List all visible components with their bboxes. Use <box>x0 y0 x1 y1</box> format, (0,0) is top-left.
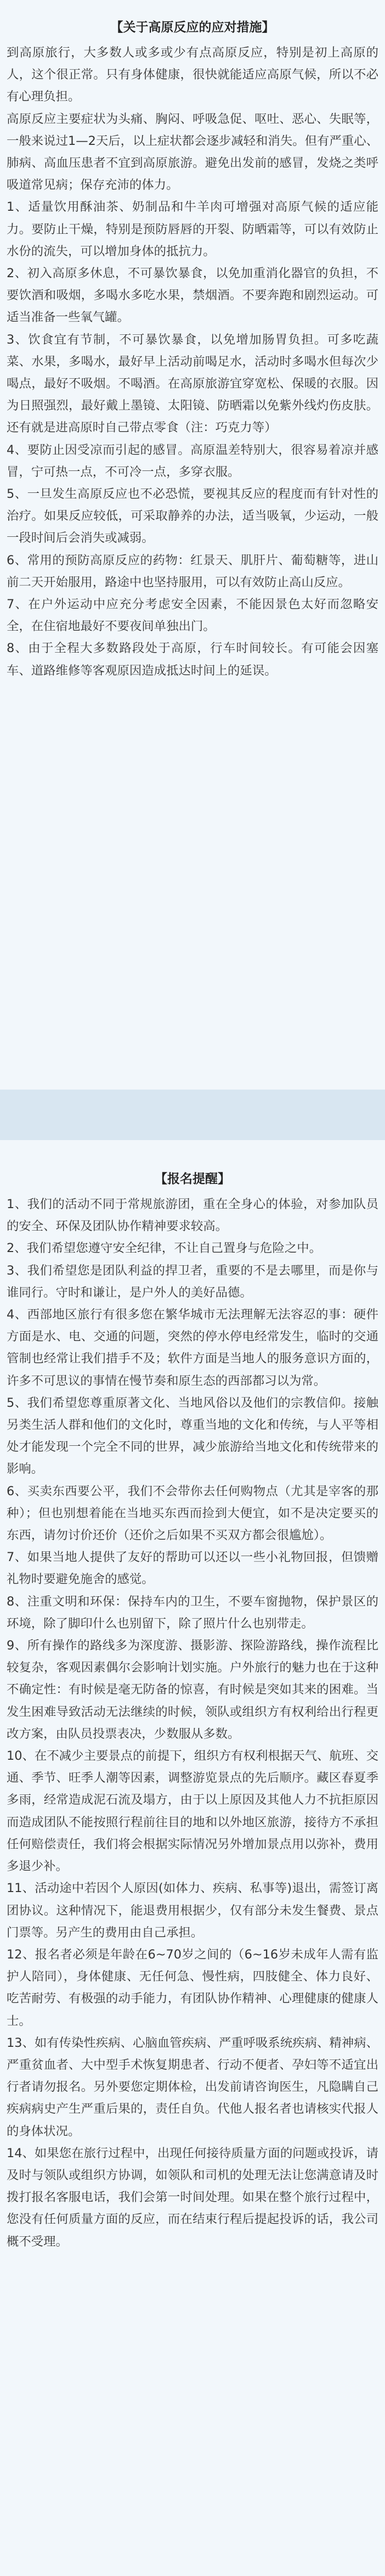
paragraph: 高原反应主要症状为头痛、胸闷、呼吸急促、呕吐、恶心、失眠等，一般来说过1—2天后，以上症状都会逐步减轻和消失。但有严重心、肺病、高血压患者不宜到高原旅游。避免出发前的感冒，发烧之类呼吸道常见病；保存充沛的体力。 <box>7 111 378 193</box>
registration-reminder-section <box>0 1152 385 2557</box>
paragraph: 11、活动途中若因个人原因(如体力、疾病、私事等)退出，需签订离团协议。这种情况下，能退费用根据少，仅有部分未发生餐费、景点门票等。另产生的费用由自己承担。 <box>7 1881 378 1940</box>
paragraph: 2、初入高原多休息，不可暴饮暴食，以免加重消化器官的负担，不要饮酒和吸烟，多喝水多吃水果，禁烟酒。不要奔跑和剧烈运动。可适当准备一些氧气罐。 <box>7 266 378 325</box>
paragraph: 1、适量饮用酥油茶、奶制品和牛羊肉可增强对高原气候的适应能力。要防止干燥，特别是预防唇唇的开裂、防晒霜等，可以有效防止水份的流失，可以增加身体的抵抗力。 <box>7 200 378 259</box>
section-heading-altitude: 【关于高原反应的应对措施】 <box>110 20 275 35</box>
paragraph: 7、如果当地人提供了友好的帮助可以还以一些小礼物回报，但馈赠礼物时要避免施舍的感觉。 <box>7 1550 378 1587</box>
paragraph: 3、我们希望您是团队利益的捍卫者，重要的不是去哪里，而是你与谁同行。守时和谦让，是户外人的美好品德。 <box>7 1263 378 1300</box>
paragraph: 6、常用的预防高原反应的药物：红景天、肌肝片、葡萄糖等，进山前二天开始服用，路途中也坚持服用，可以有效防止高山反应。 <box>7 553 378 590</box>
paragraph: 9、所有操作的路线多为深度游、摄影游、探险游路线，操作流程比较复杂，客观因素偶尔会影响计划实施。户外旅行的魅力也在于这种不确定性：有时候是毫无防备的惊喜，有时候是突如其来的困难。当发生困难导致活动无法继续的时候，领队或组织方有权利给出行程更改方案，由队员投票表决，少数服从多数。 <box>7 1638 378 1741</box>
paragraph: 7、在户外运动中应充分考虑安全因素，不能因景色太好而忽略安全，在住宿地最好不要夜间单独出门。 <box>7 597 378 634</box>
altitude-sickness-section <box>0 0 385 1081</box>
section-divider <box>0 1090 385 1140</box>
paragraph: 13、如有传染性疾病、心脑血管疾病、严重呼吸系统疾病、精神病、严重贫血者、大中型手术恢复期患者、行动不便者、孕妇等不适宜出行者请勿报名。另外要您定期体检，出发前请咨询医生，凡隐瞒自己疾病病史产生严重后果的，责任自负。代他人报名者也请核实代报人的身体状况。 <box>7 2035 378 2139</box>
paragraph: 3、饮食宜有节制，不可暴饮暴食，以免增加肠胃负担。可多吃蔬菜、水果，多喝水，最好早上活动前喝足水，活动时多喝水但每次少喝点，最好不吸烟。不喝酒。在高原旅游宜穿宽松、保暖的衣服。因为日照强烈，最好戴上墨镜、太阳镜、防晒霜以免紫外线灼伤皮肤。还有就是进高原时自己带点零食（注：巧克力等） <box>7 332 378 435</box>
paragraph: 12、报名者必须是年龄在6~70岁之间的（6~16岁未成年人需有监护人陪同），身体健康、无任何急、慢性病，四肢健全、体力良好、吃苦耐劳、有极强的动手能力，有团队协作精神、心理健康的健康人士。 <box>7 1947 378 2028</box>
paragraph: 6、买卖东西要公平，我们不会带你去任何购物点（尤其是宰客的那种）；但也别想着能在当地买东西而捡到大便宜，如不是决定要买的东西，请勿讨价还价（还价之后如果不买双方都会很尴尬）。 <box>7 1484 378 1543</box>
paragraph: 8、由于全程大多数路段处于高原，行车时间较长。有可能会因塞车、道路维修等客观原因造成抵达时间上的延误。 <box>7 641 378 678</box>
paragraph: 10、在不减少主要景点的前提下，组织方有权利根据天气、航班、交通、季节、旺季人潮等因素，调整游览景点的先后顺序。藏区春夏季多雨，经常造成泥石流及塌方，由于以上原因及其他人力不抗拒原因而造成团队不能按照行程前往目的地和以外地区旅游，接待方不承担任何赔偿责任，我们将会根据实际情况另外增加景点用以弥补，费用多退少补。 <box>7 1749 378 1874</box>
paragraph: 4、西部地区旅行有很多您在繁华城市无法理解无法容忍的事：硬件方面是水、电、交通的问题，突然的停水停电经常发生，临时的交通管制也经常让我们措手不及；软件方面是当地人的服务意识方面的，许多不可思议的事情在慢节奏和原生态的西部都习以为常。 <box>7 1307 378 1388</box>
paragraph: 到高原旅行，大多数人或多或少有点高原反应，特别是初上高原的人，这个很正常。只有身体健康，很快就能适应高原气候，所以不必有心理负担。 <box>7 46 378 104</box>
paragraph: 2、我们希望您遵守安全纪律，不让自己置身与危险之中。 <box>7 1241 322 1256</box>
section-heading-registration: 【报名提醒】 <box>155 1172 230 1186</box>
paragraph: 1、我们的活动不同于常规旅游团，重在全身心的体验，对参加队员的安全、环保及团队协作精神要求较高。 <box>7 1197 378 1234</box>
paragraph: 4、要防止因受凉而引起的感冒。高原温差特别大，很容易着凉并感冒，宁可热一点，不可冷一点，多穿衣服。 <box>7 442 378 479</box>
paragraph: 5、一旦发生高原反应也不必恐慌，要视其反应的程度而有针对性的治疗。如果反应较低，可采取静养的办法，适当吸氧，少运动，一般一段时间后会消失或减弱。 <box>7 487 378 546</box>
paragraph: 14、如果您在旅行过程中，出现任何接待质量方面的问题或投诉，请及时与领队或组织方协调，如领队和司机的处理无法让您满意请及时拨打报名客服电话，我们会第一时间处理。如果在整个旅行过程中，您没有任何质量方面的反应，而在结束行程后提起投诉的话，我公司概不受理。 <box>7 2146 378 2249</box>
paragraph: 5、我们希望您尊重原著文化、当地风俗以及他们的宗教信仰。接触另类生活人群和他们的文化时，尊重当地的文化和传统，与人平等相处才能发现一个完全不同的世界，减少旅游给当地文化和传统带来的影响。 <box>7 1395 378 1477</box>
paragraph: 8、注重文明和环保：保持车内的卫生，不要车窗抛物，保护景区的环境，除了脚印什么也别留下，除了照片什么也别带走。 <box>7 1594 378 1631</box>
